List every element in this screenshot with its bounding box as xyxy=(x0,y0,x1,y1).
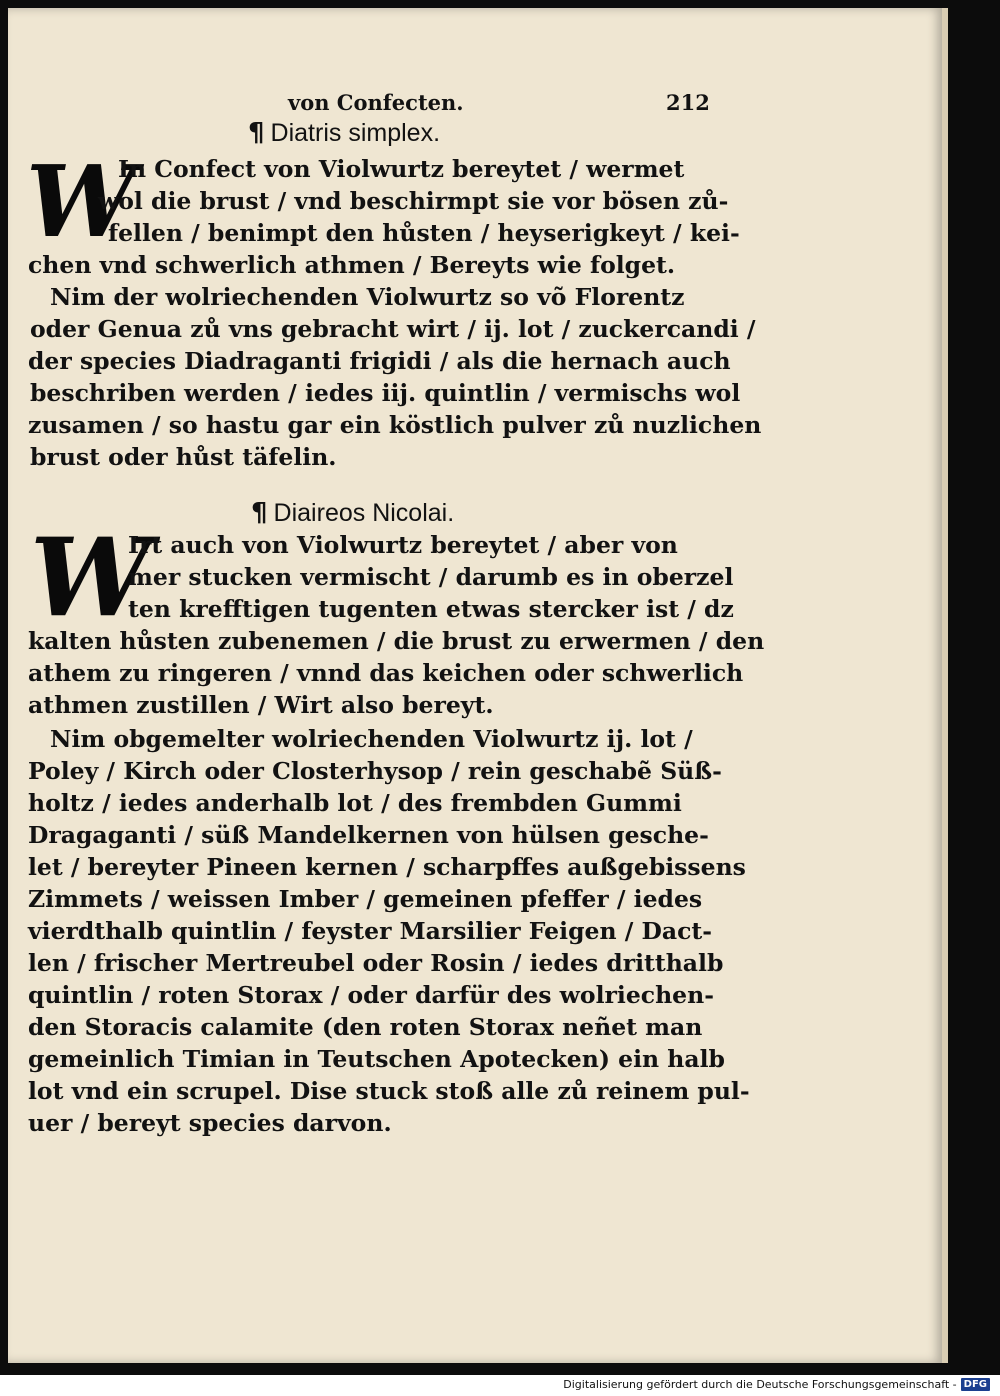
digitization-credit xyxy=(563,1378,990,1391)
running-title: von Confecten. xyxy=(288,90,464,115)
text-line: ten krefftigen tugenten etwas stercker ist / dz xyxy=(128,595,734,623)
drop-initial: W xyxy=(26,145,137,260)
page-number: 212 xyxy=(666,90,710,115)
text-line: der species Diadraganti frigidi / als die hernach auch xyxy=(28,347,731,375)
text-line: Nim der wolriechenden Violwurtz so võ Florentz xyxy=(50,283,685,311)
text-line: Zimmets / weissen Imber / gemeinen pfeffer / iedes xyxy=(28,885,703,913)
text-line: brust oder hůst täfelin. xyxy=(30,443,337,471)
dfg-logo: DFG xyxy=(961,1378,990,1391)
section-heading-diatris xyxy=(248,118,440,148)
drop-initial: W xyxy=(30,515,152,641)
text-line: zusamen / so hastu gar ein köstlich pulver zů nuzlichen xyxy=(28,411,762,439)
page-edge xyxy=(942,8,948,1363)
text-line: lot vnd ein scrupel. Dise stuck stoß alle zů reinem pul- xyxy=(28,1077,750,1105)
pilcrow-icon: ¶ xyxy=(248,118,265,148)
text-line: vierdthalb quintlin / feyster Marsilier Feigen / Dact- xyxy=(28,917,713,945)
text-line: holtz / iedes anderhalb lot / des frembden Gummi xyxy=(28,789,682,817)
text-line: uer / bereyt species darvon. xyxy=(28,1109,392,1137)
text-line: athmen zustillen / Wirt also bereyt. xyxy=(28,691,494,719)
text-line: wol die brust / vnd beschirmpt sie vor bösen zů- xyxy=(98,187,729,215)
text-line: quintlin / roten Storax / oder darfür des wolriechen- xyxy=(28,981,714,1009)
text-line: Poley / Kirch oder Closterhysop / rein geschabẽ Süß- xyxy=(28,757,722,785)
text-line: In Confect von Violwurtz bereytet / wermet xyxy=(118,155,685,183)
credit-text: Digitalisierung gefördert durch die Deutsche Forschungsgemeinschaft - xyxy=(563,1378,957,1391)
text-line: Nim obgemelter wolriechenden Violwurtz ij. lot / xyxy=(50,725,693,753)
text-line: fellen / benimpt den hůsten / heyserigkeyt / kei- xyxy=(108,219,740,247)
heading-text: Diatris simplex. xyxy=(270,119,441,147)
pilcrow-icon: ¶ xyxy=(251,498,268,528)
text-line: oder Genua zů vns gebracht wirt / ij. lot / zuckercandi / xyxy=(30,315,756,343)
text-line: den Storacis calamite (den roten Storax neñet man xyxy=(28,1013,703,1041)
text-line: let / bereyter Pineen kernen / scharpffes außgebissens xyxy=(28,853,746,881)
section-heading-diaireos xyxy=(251,498,454,528)
text-line: kalten hůsten zubenemen / die brust zu erwermen / den xyxy=(28,627,765,655)
text-line: beschriben werden / iedes iij. quintlin / vermischs wol xyxy=(30,379,741,407)
text-line: chen vnd schwerlich athmen / Bereyts wie folget. xyxy=(28,251,676,279)
text-line: mer stucken vermischt / darumb es in oberzel xyxy=(128,563,734,591)
text-line: len / frischer Mertreubel oder Rosin / iedes dritthalb xyxy=(28,949,724,977)
heading-text: Diaireos Nicolai. xyxy=(273,499,455,527)
text-line: gemeinlich Timian in Teutschen Apotecken) ein halb xyxy=(28,1045,725,1073)
book-page xyxy=(8,8,943,1363)
text-line: athem zu ringeren / vnnd das keichen oder schwerlich xyxy=(28,659,744,687)
text-line: Irt auch von Violwurtz bereytet / aber von xyxy=(128,531,678,559)
text-line: Dragaganti / süß Mandelkernen von hülsen gesche- xyxy=(28,821,709,849)
